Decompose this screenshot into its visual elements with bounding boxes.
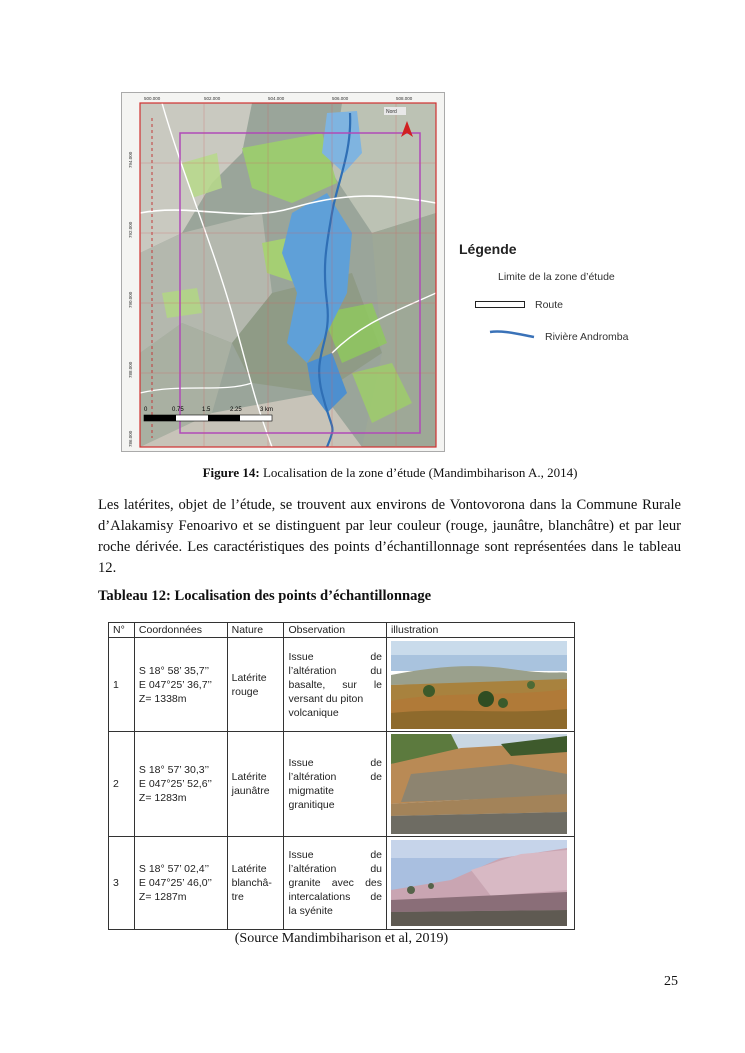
scale-label: 2.25 bbox=[230, 407, 242, 413]
study-area-map bbox=[121, 92, 445, 452]
nature-line: jaunâtre bbox=[231, 785, 270, 797]
row-observation bbox=[284, 732, 387, 837]
row-nature bbox=[227, 732, 284, 837]
header-num: N° bbox=[109, 623, 135, 638]
legend-item-river: Rivière Andromba bbox=[545, 331, 629, 343]
coord-alt: Z= 1338m bbox=[138, 692, 187, 705]
tick-left: 790.000 bbox=[128, 291, 133, 308]
nature-line: Latérite bbox=[231, 771, 267, 783]
row-number: 2 bbox=[109, 732, 135, 837]
site-photo-red-laterite bbox=[391, 641, 567, 729]
row-coordinates bbox=[134, 732, 227, 837]
site-photo-yellow-laterite bbox=[391, 734, 567, 834]
row-nature bbox=[227, 638, 284, 732]
header-coordinates: Coordonnées bbox=[134, 623, 227, 638]
obs-line: Issue de bbox=[288, 650, 383, 663]
obs-line: basalte, sur le bbox=[288, 678, 383, 691]
table-row bbox=[109, 837, 575, 930]
coord-lat: S 18° 57’ 30,3’’ bbox=[138, 764, 210, 776]
map-graphic bbox=[122, 93, 444, 451]
scale-label: 0 bbox=[144, 407, 148, 413]
nature-line: rouge bbox=[231, 685, 259, 698]
row-illustration bbox=[387, 638, 575, 732]
tick-left: 788.000 bbox=[128, 361, 133, 378]
legend-river-swatch bbox=[488, 328, 536, 340]
obs-line: volcanique bbox=[288, 706, 339, 719]
header-illustration: illustration bbox=[387, 623, 575, 638]
coord-lon: E 047°25’ 52,6’’ bbox=[138, 778, 213, 790]
obs-line: Issue de bbox=[288, 757, 383, 769]
coord-lon: E 047°25’ 36,7’’ bbox=[138, 678, 213, 691]
nature-line: Latérite bbox=[231, 863, 267, 875]
nature-line: tre bbox=[231, 891, 244, 903]
scale-label: 3 km bbox=[260, 407, 274, 413]
tick-left: 794.000 bbox=[128, 151, 133, 168]
coord-lat: S 18° 57’ 02,4’’ bbox=[138, 863, 210, 875]
obs-line: granitique bbox=[288, 799, 335, 811]
north-label: Nord bbox=[386, 109, 397, 115]
tick-top: 502.000 bbox=[204, 96, 221, 101]
legend-item-study-limit: Limite de la zone d’étude bbox=[498, 271, 615, 283]
obs-line: migmatite bbox=[288, 785, 334, 797]
obs-line: l’altération du bbox=[288, 664, 383, 677]
site-photo-white-laterite bbox=[391, 840, 567, 926]
coord-alt: Z= 1283m bbox=[138, 792, 187, 804]
sampling-points-table bbox=[108, 622, 575, 930]
coord-alt: Z= 1287m bbox=[138, 891, 187, 903]
figure-caption-label: Figure 14: bbox=[202, 465, 260, 480]
header-observation: Observation bbox=[284, 623, 387, 638]
obs-line: intercalations de bbox=[288, 891, 383, 903]
row-number: 1 bbox=[109, 638, 135, 732]
figure-caption-text: Localisation de la zone d’étude (Mandimbiharison A., 2014) bbox=[259, 465, 578, 480]
tick-left: 786.000 bbox=[128, 430, 133, 447]
tick-top: 500.000 bbox=[144, 96, 161, 101]
coord-lon: E 047°25’ 46,0’’ bbox=[138, 877, 213, 889]
row-observation bbox=[284, 638, 387, 732]
scale-label: 0.75 bbox=[172, 407, 184, 413]
page-number: 25 bbox=[664, 974, 678, 989]
table-row bbox=[109, 638, 575, 732]
obs-line: versant du piton bbox=[288, 692, 364, 705]
tick-top: 508.000 bbox=[396, 96, 413, 101]
row-coordinates bbox=[134, 837, 227, 930]
table-row bbox=[109, 732, 575, 837]
row-nature bbox=[227, 837, 284, 930]
row-illustration bbox=[387, 732, 575, 837]
obs-line: la syénite bbox=[288, 905, 333, 917]
legend-item-route: Route bbox=[535, 299, 564, 311]
table-source: (Source Mandimbiharison et al, 2019) bbox=[234, 931, 449, 946]
header-nature: Nature bbox=[227, 623, 284, 638]
row-observation bbox=[284, 837, 387, 930]
figure-caption bbox=[100, 465, 680, 481]
table-header-row bbox=[109, 623, 575, 638]
body-paragraph: Les latérites, objet de l’étude, se trouvent aux environs de Vontovorona dans la Commune Rurale d’Alakamisy Fenoarivo et se distinguent par leur couleur (rouge, jaunâtre, blanchâtre) et par leur roche dérivée. Les caractéristiques des points d’échantillonnage sont représentées dans le tableau 12. bbox=[98, 497, 681, 576]
tick-left: 792.000 bbox=[128, 221, 133, 238]
tick-top: 506.000 bbox=[332, 96, 349, 101]
legend-title: Légende bbox=[459, 241, 517, 257]
obs-line: l’altération de bbox=[288, 771, 383, 783]
scale-label: 1.5 bbox=[202, 407, 211, 413]
nature-line: Latérite bbox=[231, 671, 267, 684]
row-number: 3 bbox=[109, 837, 135, 930]
obs-line: l’altération du bbox=[288, 863, 383, 875]
obs-line: Issue de bbox=[288, 849, 383, 861]
legend-route-swatch bbox=[475, 301, 525, 308]
table-title: Tableau 12: Localisation des points d’échantillonnage bbox=[98, 588, 432, 604]
row-illustration bbox=[387, 837, 575, 930]
nature-line: blanchâ- bbox=[231, 877, 272, 889]
row-coordinates bbox=[134, 638, 227, 732]
scale-bar bbox=[144, 415, 272, 421]
coord-lat: S 18° 58’ 35,7’’ bbox=[138, 664, 210, 677]
tick-top: 504.000 bbox=[268, 96, 285, 101]
obs-line: granite avec des bbox=[288, 877, 383, 889]
